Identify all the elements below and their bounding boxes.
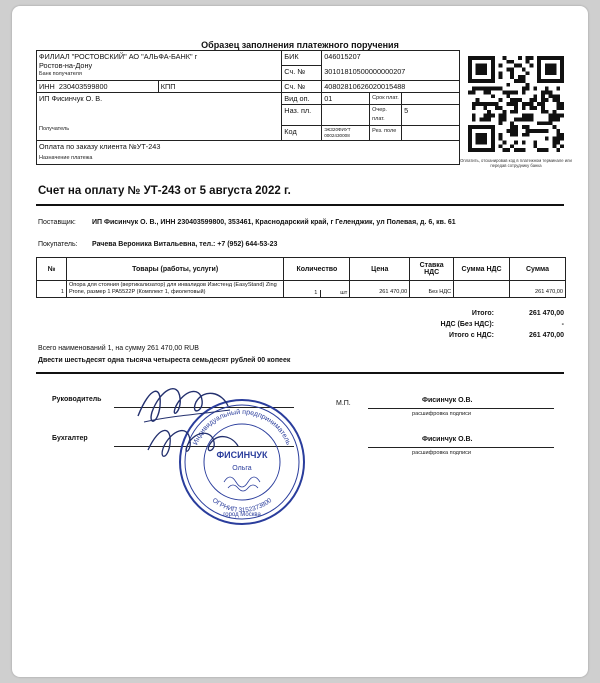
qr-module bbox=[483, 102, 487, 106]
accountant-name-line bbox=[368, 447, 554, 448]
qr-module bbox=[541, 102, 545, 106]
col-header-vat-rate: Ставка НДС bbox=[410, 258, 454, 281]
qr-module bbox=[487, 114, 491, 118]
qr-module bbox=[503, 148, 507, 152]
kpp-cell bbox=[158, 81, 282, 93]
qr-module bbox=[487, 110, 491, 114]
qr-module bbox=[472, 102, 476, 106]
qr-module bbox=[545, 121, 549, 125]
items-table bbox=[36, 257, 566, 298]
qr-module bbox=[522, 106, 526, 110]
qr-module bbox=[514, 148, 518, 152]
col-header-sum: Сумма bbox=[510, 258, 566, 281]
recipient-cell bbox=[37, 93, 282, 141]
stamp-top-text: Индивидуальный предприниматель bbox=[192, 408, 292, 447]
qr-module bbox=[495, 87, 499, 91]
qr-module bbox=[549, 91, 553, 95]
qr-module bbox=[537, 121, 541, 125]
qr-module bbox=[529, 117, 533, 121]
qr-module bbox=[522, 114, 526, 118]
srok-label: Срок плат. bbox=[370, 93, 402, 105]
stamp-city: город Москва bbox=[223, 512, 261, 518]
row-sum: 261 470,00 bbox=[510, 281, 566, 298]
qr-module bbox=[556, 140, 560, 144]
qr-module bbox=[537, 148, 541, 152]
qr-module bbox=[522, 75, 526, 79]
summary-divider bbox=[36, 372, 564, 374]
qr-module bbox=[560, 144, 564, 148]
qr-module bbox=[545, 137, 549, 141]
qr-module bbox=[495, 102, 499, 106]
qr-module bbox=[556, 137, 560, 141]
qr-module bbox=[552, 140, 556, 144]
qr-module bbox=[468, 91, 472, 95]
rez-value bbox=[402, 126, 460, 141]
qr-module bbox=[522, 125, 526, 129]
naz-value bbox=[322, 105, 370, 126]
col-header-price: Цена bbox=[350, 258, 410, 281]
purpose-text: Оплата по заказу клиента №УТ-243 bbox=[39, 142, 161, 151]
qr-module bbox=[510, 98, 514, 102]
qr-module bbox=[487, 102, 491, 106]
director-name: Фисинчук О.В. bbox=[422, 397, 473, 404]
qr-module bbox=[549, 117, 553, 121]
qr-module bbox=[506, 60, 510, 64]
qr-module bbox=[529, 129, 533, 133]
qr-module bbox=[560, 137, 564, 141]
qr-module bbox=[506, 129, 510, 133]
qr-module bbox=[549, 94, 553, 98]
qr-module bbox=[518, 56, 522, 60]
qr-module bbox=[522, 117, 526, 121]
qr-module bbox=[518, 64, 522, 68]
qr-module bbox=[526, 60, 530, 64]
qr-module bbox=[541, 129, 545, 133]
row-vat-sum bbox=[454, 281, 510, 298]
mp-label: М.П. bbox=[336, 400, 351, 407]
row-price: 261 470,00 bbox=[350, 281, 410, 298]
qr-module bbox=[529, 106, 533, 110]
qr-module bbox=[514, 102, 518, 106]
qr-module bbox=[541, 91, 545, 95]
qr-module bbox=[556, 117, 560, 121]
qr-module bbox=[560, 102, 564, 106]
accountant-signature-icon bbox=[142, 416, 252, 476]
qr-module bbox=[480, 87, 484, 91]
col-header-qty: Количество bbox=[284, 258, 350, 281]
inn-cell bbox=[37, 81, 159, 93]
qr-module bbox=[526, 114, 530, 118]
qr-module bbox=[522, 87, 526, 91]
qr-module bbox=[526, 83, 530, 87]
qr-module bbox=[499, 114, 503, 118]
qr-module bbox=[537, 129, 541, 133]
director-label: Руководитель bbox=[52, 396, 102, 403]
director-name-line bbox=[368, 408, 554, 409]
qr-module bbox=[533, 129, 537, 133]
qr-module bbox=[514, 133, 518, 137]
row-goods: Опора для стояния (вертикализатор) для инвалидов Изистенд (EasyStand) Zing Prone, размер 1 PA5522P (Комплект 1, фиолетовый) bbox=[66, 281, 283, 298]
qr-module bbox=[514, 98, 518, 102]
qr-module bbox=[514, 125, 518, 129]
qr-module bbox=[518, 98, 522, 102]
qr-module bbox=[556, 87, 560, 91]
qr-module bbox=[514, 91, 518, 95]
qr-module bbox=[541, 110, 545, 114]
col-header-vat-sum: Сумма НДС bbox=[454, 258, 510, 281]
qr-module bbox=[503, 114, 507, 118]
qr-module bbox=[514, 129, 518, 133]
qr-module bbox=[522, 91, 526, 95]
accountant-label: Бухгалтер bbox=[52, 435, 88, 442]
qr-module bbox=[510, 110, 514, 114]
qr-module bbox=[545, 98, 549, 102]
invoice-title: Счет на оплату № УТ-243 от 5 августа 2022 г. bbox=[38, 185, 291, 197]
qr-module bbox=[556, 129, 560, 133]
qr-module bbox=[476, 98, 480, 102]
qr-module bbox=[487, 87, 491, 91]
qr-module bbox=[483, 117, 487, 121]
qr-module bbox=[541, 98, 545, 102]
qr-module bbox=[529, 102, 533, 106]
qr-module bbox=[529, 98, 533, 102]
qr-module bbox=[510, 75, 514, 79]
bank-city: Ростов-на-Дону bbox=[39, 61, 93, 70]
qr-module bbox=[518, 75, 522, 79]
qr-module bbox=[510, 68, 514, 72]
qr-module bbox=[483, 114, 487, 118]
qr-module bbox=[506, 68, 510, 72]
qr-module bbox=[522, 133, 526, 137]
qr-module bbox=[514, 79, 518, 83]
qr-module bbox=[480, 102, 484, 106]
qr-module bbox=[514, 64, 518, 68]
qr-module bbox=[472, 87, 476, 91]
qr-module bbox=[537, 102, 541, 106]
qr-module bbox=[506, 148, 510, 152]
director-decode-caption: расшифровка подписи bbox=[412, 411, 472, 417]
qr-module bbox=[499, 71, 503, 75]
recipient-caption: Получатель bbox=[39, 126, 70, 132]
buyer-label: Покупатель: bbox=[38, 241, 78, 248]
qr-module bbox=[556, 114, 560, 118]
qr-module bbox=[526, 56, 530, 60]
srok-value bbox=[402, 93, 460, 105]
qr-module bbox=[499, 137, 503, 141]
qr-module bbox=[499, 117, 503, 121]
qr-module bbox=[522, 79, 526, 83]
title-divider bbox=[36, 204, 564, 206]
qr-module bbox=[503, 140, 507, 144]
qr-module bbox=[476, 87, 480, 91]
qr-module bbox=[526, 71, 530, 75]
qr-module bbox=[472, 114, 476, 118]
qr-module bbox=[510, 71, 514, 75]
qr-module bbox=[545, 129, 549, 133]
bank-name-cell bbox=[37, 51, 282, 81]
qr-module bbox=[472, 106, 476, 110]
total-label: Итого: bbox=[471, 310, 494, 317]
account-label: Сч. № bbox=[282, 81, 322, 93]
qr-module bbox=[533, 106, 537, 110]
qr-module bbox=[518, 148, 522, 152]
qr-module bbox=[491, 102, 495, 106]
qr-module bbox=[552, 137, 556, 141]
account-value: 40802810626020015488 bbox=[322, 81, 460, 93]
qr-module bbox=[556, 148, 560, 152]
qr-module bbox=[526, 129, 530, 133]
qr-module bbox=[503, 110, 507, 114]
qr-module bbox=[549, 121, 553, 125]
bik-value: 046015207 bbox=[322, 51, 460, 66]
vat-label: НДС (Без НДС): bbox=[440, 321, 494, 328]
row-qty-cell bbox=[284, 281, 350, 298]
qr-module bbox=[552, 144, 556, 148]
qr-module bbox=[526, 87, 530, 91]
qr-module bbox=[503, 117, 507, 121]
qr-module bbox=[510, 102, 514, 106]
qr-module bbox=[491, 94, 495, 98]
qr-module bbox=[552, 94, 556, 98]
qr-module bbox=[560, 133, 564, 137]
qr-module bbox=[529, 64, 533, 68]
row-unit: шт bbox=[320, 290, 349, 297]
qr-module bbox=[491, 87, 495, 91]
row-qty: 1 bbox=[314, 290, 318, 296]
qr-module bbox=[556, 106, 560, 110]
qr-module bbox=[552, 125, 556, 129]
qr-module bbox=[506, 94, 510, 98]
vid-label: Вид оп. bbox=[282, 93, 322, 105]
bank-caption: Банк получателя bbox=[39, 71, 82, 77]
qr-module bbox=[472, 91, 476, 95]
qr-module bbox=[510, 129, 514, 133]
naz-label: Наз. пл. bbox=[282, 105, 322, 126]
qr-module bbox=[545, 91, 549, 95]
qr-module bbox=[499, 87, 503, 91]
qr-module bbox=[514, 110, 518, 114]
qr-module bbox=[518, 79, 522, 83]
qr-module bbox=[552, 98, 556, 102]
ochered-label: Очер. плат. bbox=[370, 105, 402, 126]
qr-module bbox=[533, 140, 537, 144]
payment-form-title: Образец заполнения платежного поручения bbox=[201, 40, 399, 50]
corr-account: 30101810500000000207 bbox=[322, 66, 460, 81]
table-row bbox=[37, 281, 566, 298]
bank-name: ФИЛИАЛ "РОСТОВСКИЙ" АО "АЛЬФА-БАНК" г bbox=[39, 52, 198, 61]
qr-module bbox=[545, 148, 549, 152]
qr-module bbox=[533, 87, 537, 91]
qr-module bbox=[541, 94, 545, 98]
qr-module bbox=[529, 114, 533, 118]
qr-module bbox=[483, 87, 487, 91]
qr-module bbox=[483, 91, 487, 95]
qr-module bbox=[526, 125, 530, 129]
qr-module bbox=[491, 114, 495, 118]
qr-module bbox=[526, 117, 530, 121]
kod-label: Код bbox=[282, 126, 322, 141]
buyer-value: Рачева Вероника Витальевна, тел.: +7 (952) 644-53-23 bbox=[92, 241, 278, 248]
qr-module bbox=[483, 106, 487, 110]
vid-value: 01 bbox=[322, 93, 370, 105]
kod-value: ЭКЗ20ФИУТ 0002430008 bbox=[322, 126, 370, 141]
qr-module bbox=[552, 117, 556, 121]
qr-module bbox=[499, 144, 503, 148]
qr-module bbox=[522, 148, 526, 152]
qr-module bbox=[487, 117, 491, 121]
qr-module bbox=[499, 121, 503, 125]
qr-module bbox=[514, 117, 518, 121]
row-vat-rate: Без НДС bbox=[410, 281, 454, 298]
recipient-name: ИП Фисинчук О. В. bbox=[39, 94, 103, 103]
ochered-value: 5 bbox=[402, 105, 460, 126]
qr-module bbox=[518, 117, 522, 121]
qr-caption: Оплатить, отсканировав код в платежном терминале или передав сотруднику банка bbox=[460, 158, 572, 168]
row-num: 1 bbox=[37, 281, 67, 298]
invoice-sheet bbox=[12, 6, 588, 677]
qr-module bbox=[522, 102, 526, 106]
qr-module bbox=[506, 91, 510, 95]
rez-label: Рез. поле bbox=[370, 126, 402, 141]
qr-module bbox=[556, 98, 560, 102]
qr-module bbox=[495, 106, 499, 110]
supplier-value: ИП Фисинчук О. В., ИНН 230403599800, 353461, Краснодарский край, г Геленджик, ул Полевая, д. 6, кв. 61 bbox=[92, 219, 456, 226]
qr-module bbox=[499, 106, 503, 110]
qr-module bbox=[556, 133, 560, 137]
qr-module bbox=[480, 117, 484, 121]
qr-module bbox=[510, 91, 514, 95]
stamp-mid: Ольга bbox=[232, 465, 252, 472]
qr-module bbox=[556, 94, 560, 98]
qr-module bbox=[529, 56, 533, 60]
corr-label: Сч. № bbox=[282, 66, 322, 81]
qr-module bbox=[510, 133, 514, 137]
summary-count: Всего наименований 1, на сумму 261 470,00 RUB bbox=[38, 345, 199, 352]
qr-module bbox=[545, 87, 549, 91]
qr-module bbox=[510, 121, 514, 125]
qr-module bbox=[526, 133, 530, 137]
totals-block bbox=[342, 310, 564, 343]
qr-module bbox=[541, 106, 545, 110]
col-header-goods: Товары (работы, услуги) bbox=[66, 258, 283, 281]
qr-module bbox=[503, 56, 507, 60]
qr-module bbox=[476, 102, 480, 106]
qr-module bbox=[560, 106, 564, 110]
purpose-cell bbox=[37, 141, 460, 165]
qr-module bbox=[541, 148, 545, 152]
qr-module bbox=[510, 125, 514, 129]
with-vat-label: Итого с НДС: bbox=[449, 332, 494, 339]
payment-details-table bbox=[36, 50, 460, 165]
qr-module bbox=[503, 91, 507, 95]
qr-module bbox=[533, 144, 537, 148]
qr-module bbox=[549, 114, 553, 118]
vat-value: - bbox=[561, 321, 564, 328]
with-vat-value: 261 470,00 bbox=[528, 332, 564, 339]
qr-module bbox=[541, 121, 545, 125]
qr-module bbox=[560, 114, 564, 118]
qr-module bbox=[499, 98, 503, 102]
qr-module bbox=[533, 98, 537, 102]
qr-module bbox=[514, 140, 518, 144]
stamp-bottom-text: ОГРНИП 3152373800 bbox=[210, 497, 274, 515]
total-value: 261 470,00 bbox=[528, 310, 564, 317]
qr-module bbox=[499, 75, 503, 79]
qr-module bbox=[472, 117, 476, 121]
qr-module bbox=[510, 60, 514, 64]
qr-module bbox=[552, 114, 556, 118]
qr-module bbox=[522, 68, 526, 72]
qr-module bbox=[545, 110, 549, 114]
qr-module bbox=[487, 91, 491, 95]
accountant-decode-caption: расшифровка подписи bbox=[412, 450, 472, 456]
stamp-name: ФИСИНЧУК bbox=[216, 450, 268, 460]
qr-module bbox=[514, 106, 518, 110]
purpose-caption: Назначение платежа bbox=[39, 155, 93, 161]
qr-module bbox=[533, 94, 537, 98]
accountant-name: Фисинчук О.В. bbox=[422, 436, 473, 443]
inn-value: 230403599800 bbox=[58, 82, 108, 91]
kpp-label: КПП bbox=[160, 82, 176, 91]
qr-code-icon bbox=[468, 56, 564, 152]
supplier-label: Поставщик: bbox=[38, 219, 76, 226]
qr-module bbox=[522, 140, 526, 144]
qr-module bbox=[556, 102, 560, 106]
qr-module bbox=[506, 102, 510, 106]
qr-module bbox=[499, 133, 503, 137]
qr-module bbox=[552, 110, 556, 114]
qr-module bbox=[510, 144, 514, 148]
inn-label: ИНН bbox=[39, 82, 55, 91]
summary-words: Двести шестьдесят одна тысяча четыреста семьдесят рублей 00 копеек bbox=[38, 357, 291, 364]
col-header-num: № bbox=[37, 258, 67, 281]
qr-module bbox=[506, 83, 510, 87]
qr-module bbox=[526, 102, 530, 106]
bik-label: БИК bbox=[282, 51, 322, 66]
qr-module bbox=[499, 64, 503, 68]
